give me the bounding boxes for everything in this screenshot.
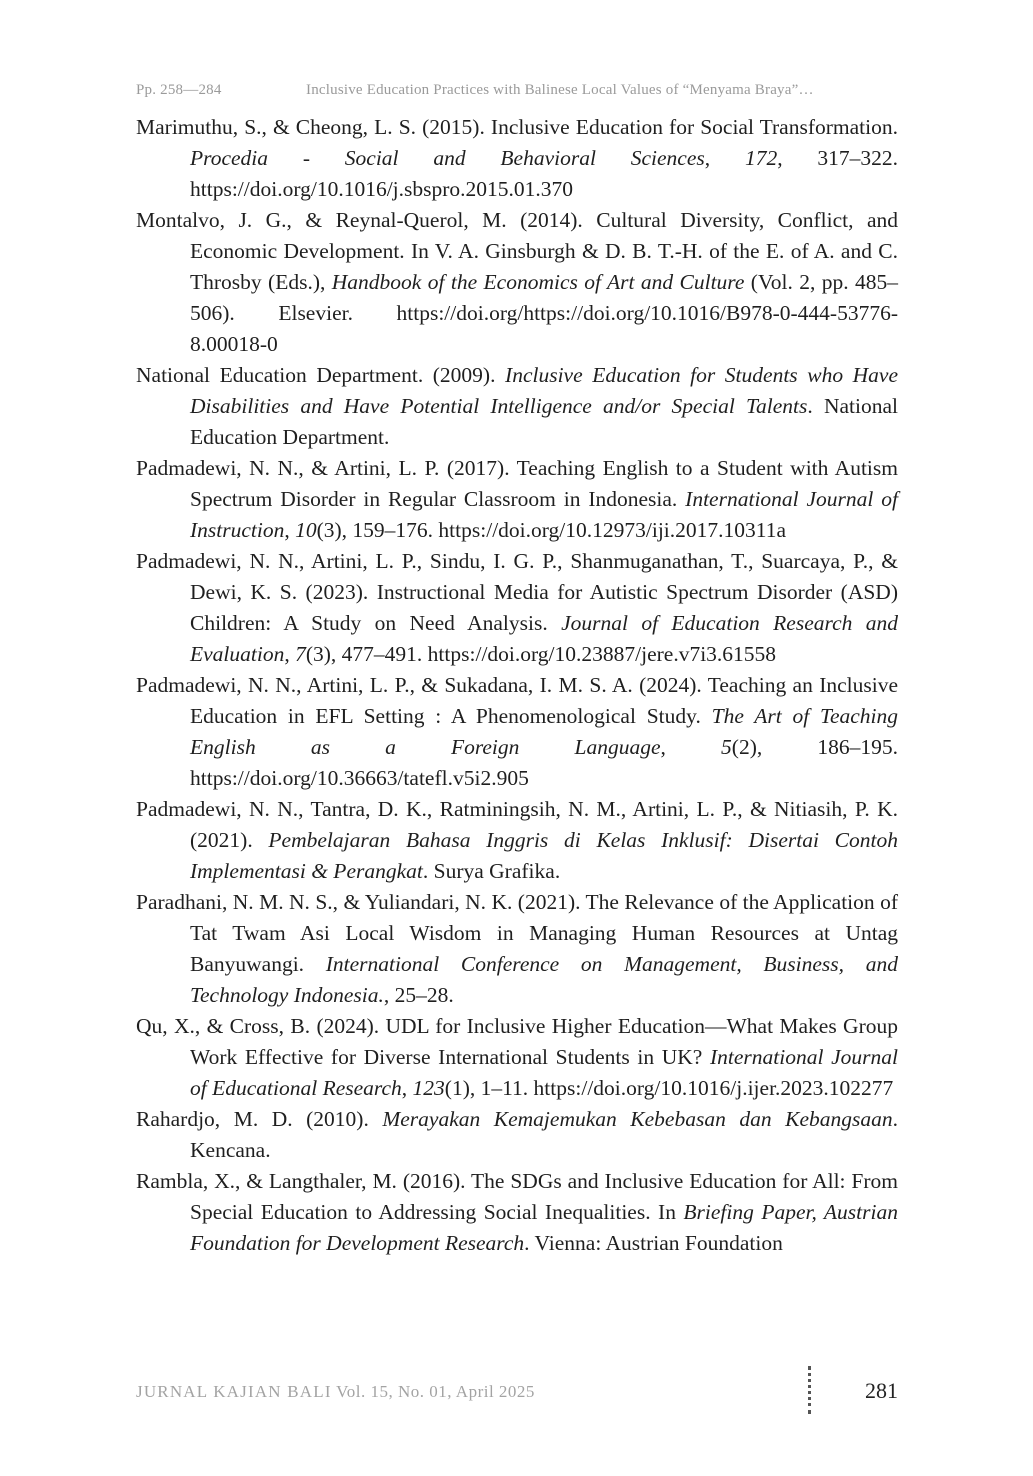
reference-text: Padmadewi, N. N., & Artini, L. P. (2017). Teaching English to a Student with Autism Spectrum Disorder in Regular Classroom in Indonesia. (136, 456, 898, 511)
reference-text: Padmadewi, N. N., Artini, L. P., Sindu, I. G. P., Shanmuganathan, T., Suarcaya, P., & Dewi, K. S. (2023). Instructional Media for Autistic Spectrum Disorder (ASD) Children: A Study on Need Analysis. (136, 549, 898, 635)
reference-text: (1), 1–11. https://doi.org/10.1016/j.ijer.2023.102277 (444, 1076, 894, 1100)
reference-volume: 172 (744, 146, 778, 170)
reference-text: , (704, 146, 745, 170)
journal-citation (136, 1382, 535, 1402)
page-range: Pp. 258—284 (136, 82, 222, 98)
reference-text: Rahardjo, M. D. (2010). (136, 1107, 383, 1131)
reference-source: Briefing Paper, Austrian Foundation for Development Research (190, 1200, 898, 1255)
reference-text: Padmadewi, N. N., Artini, L. P., & Sukadana, I. M. S. A. (2024). Teaching an Inclusive Education in EFL Setting : A Phenomenological Study. (136, 673, 898, 728)
reference-text: . Kencana. (190, 1107, 898, 1162)
reference-text: . Surya Grafika. (422, 859, 561, 883)
reference-text: . National Education Department. (190, 394, 898, 449)
reference-text: Marimuthu, S., & Cheong, L. S. (2015). Inclusive Education for Social Transformation. (136, 115, 898, 139)
reference-entry (136, 1104, 898, 1166)
reference-entry (136, 453, 898, 546)
page-number: 281 (865, 1378, 898, 1403)
reference-entry (136, 1166, 898, 1259)
reference-volume: 123 (412, 1076, 445, 1100)
reference-text: Paradhani, N. M. N. S., & Yuliandari, N. K. (2021). The Relevance of the Application of Tat Twam Asi Local Wisdom in Managing Human Resources at Untag Banyuwangi. (136, 890, 898, 976)
reference-entry (136, 112, 898, 205)
reference-text: . Vienna: Austrian Foundation (524, 1231, 783, 1255)
running-article-title: Inclusive Education Practices with Balinese Local Values of “Menyama Braya”… (306, 82, 814, 98)
reference-text: Qu, X., & Cross, B. (2024). UDL for Inclusive Higher Education—What Makes Group Work Effective for Diverse International Students in UK? (136, 1014, 898, 1069)
reference-source: The Art of Teaching English as a Foreign Language (190, 704, 899, 759)
reference-source: Pembelajaran Bahasa Inggris di Kelas Inklusif: Disertai Contoh Implementasi & Perangkat (190, 828, 898, 883)
reference-entry (136, 205, 898, 360)
reference-text: (Vol. 2, pp. 485–506). Elsevier. https://doi.org/https://doi.org/10.1016/B978-0-444-53776-8.00018-0 (190, 270, 899, 356)
reference-entry (136, 794, 898, 887)
reference-entry (136, 546, 898, 670)
reference-text: , 25–28. (383, 983, 454, 1007)
reference-text: , 317–322. https://doi.org/10.1016/j.sbspro.2015.01.370 (190, 146, 898, 201)
reference-volume: 7 (295, 642, 306, 666)
reference-text: , (401, 1076, 413, 1100)
page-footer (136, 1378, 898, 1418)
reference-text: (3), 159–176. https://doi.org/10.12973/iji.2017.10311a (316, 518, 787, 542)
reference-text: (3), 477–491. https://doi.org/10.23887/jere.v7i3.61558 (305, 642, 777, 666)
reference-text: Padmadewi, N. N., Tantra, D. K., Ratminingsih, N. M., Artini, L. P., & Nitiasih, P. K. (2021). (136, 797, 898, 852)
reference-entry (136, 1011, 898, 1104)
reference-source: International Journal of Instruction (190, 487, 898, 542)
reference-text: National Education Department. (2009). (136, 363, 506, 387)
reference-entry (136, 670, 898, 794)
reference-source: International Journal of Educational Research (190, 1045, 898, 1100)
reference-text: , (284, 642, 296, 666)
reference-source: Merayakan Kemajemukan Kebebasan dan Kebangsaan (382, 1107, 893, 1131)
reference-text: Rambla, X., & Langthaler, M. (2016). The SDGs and Inclusive Education for All: From Special Education to Addressing Social Inequalities. In (136, 1169, 898, 1224)
journal-name: JURNAL KAJIAN BALI (136, 1382, 332, 1401)
reference-text: , (284, 518, 296, 542)
running-header (136, 82, 898, 104)
reference-source: Procedia - Social and Behavioral Sciences (190, 146, 705, 170)
reference-text: (2), 186–195. https://doi.org/10.36663/tatefl.v5i2.905 (190, 735, 898, 790)
footer-divider (808, 1366, 811, 1414)
reference-entry (136, 887, 898, 1011)
reference-text: Montalvo, J. G., & Reynal-Querol, M. (2014). Cultural Diversity, Conflict, and Economic Development. In V. A. Ginsburgh & D. B. T.-H. of the E. of A. and C. Throsby (Eds.), (136, 208, 898, 294)
reference-volume: 5 (721, 735, 732, 759)
reference-text: , (660, 735, 722, 759)
reference-source: Handbook of the Economics of Art and Culture (331, 270, 745, 294)
reference-source: International Conference on Management, Business, and Technology Indonesia. (190, 952, 898, 1007)
reference-entry (136, 360, 898, 453)
reference-volume: 10 (295, 518, 317, 542)
reference-list (136, 112, 898, 1259)
reference-source: Journal of Education Research and Evaluation (190, 611, 898, 666)
reference-source: Inclusive Education for Students who Have Disabilities and Have Potential Intelligence and/or Special Talents (190, 363, 898, 418)
journal-issue: Vol. 15, No. 01, April 2025 (336, 1382, 535, 1401)
